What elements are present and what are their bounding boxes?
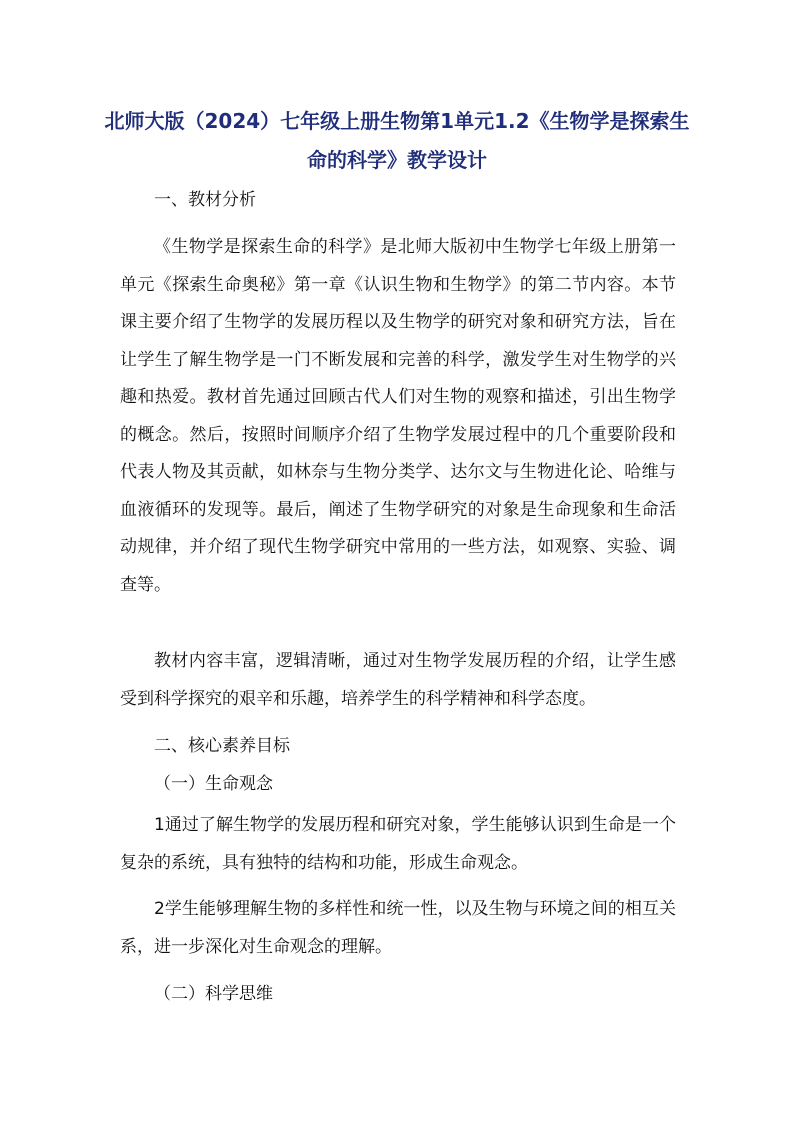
subheading-scientific-thinking: （二）科学思维: [154, 984, 273, 1004]
goal-item-2: 2学生能够理解生物的多样性和统一性，以及生物与环境之间的相互关系，进一步深化对生命观念的理解。: [120, 899, 676, 957]
section-heading-core-literacy-goals: 二、核心素养目标: [154, 736, 290, 756]
subheading-life-concept: （一）生命观念: [154, 774, 273, 794]
goal-item-1: 1通过了解生物学的发展历程和研究对象，学生能够认识到生命是一个复杂的系统，具有独特的结构和功能，形成生命观念。: [120, 815, 676, 873]
section-heading-textbook-analysis: 一、教材分析: [154, 190, 256, 210]
textbook-analysis-paragraph: 《生物学是探索生命的科学》是北师大版初中生物学七年级上册第一单元《探索生命奥秘》第一章《认识生物和生物学》的第二节内容。本节课主要介绍了生物学的发展历程以及生物学的研究对象和研究方法，旨在让学生了解生物学是一门不断发展和完善的科学，激发学生对生物学的兴趣和热爱。教材首先通过回顾古代人们对生物的观察和描述，引出生物学的概念。然后，按照时间顺序介绍了生物学发展过程中的几个重要阶段和代表人物及其贡献，如林奈与生物分类学、达尔文与生物进化论、哈维与血液循环的发现等。最后，阐述了生物学研究的对象是生命现象和生命活动规律，并介绍了现代生物学研究中常用的一些方法，如观察、实验、调查等。: [120, 237, 676, 595]
textbook-summary-paragraph: 教材内容丰富，逻辑清晰，通过对生物学发展历程的介绍，让学生感受到科学探究的艰辛和乐趣，培养学生的科学精神和科学态度。: [120, 651, 676, 709]
document-title: 北师大版（2024）七年级上册生物第1单元1.2《生物学是探索生命的科学》教学设计: [104, 109, 690, 172]
